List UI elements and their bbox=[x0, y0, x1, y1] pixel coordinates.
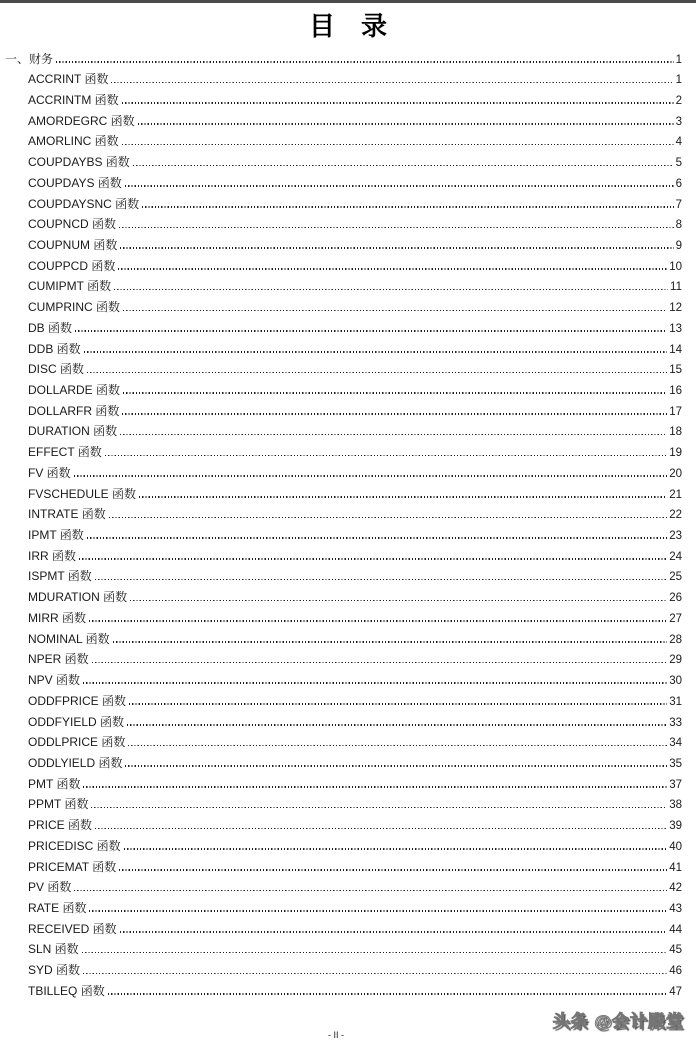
toc-entry-label: ODDLYIELD 函数 bbox=[28, 755, 123, 770]
toc-entry-page-number: 18 bbox=[669, 426, 682, 439]
toc-entry bbox=[5, 857, 682, 878]
toc-entry bbox=[5, 69, 682, 90]
toc-entry-label: ODDFYIELD 函数 bbox=[28, 714, 125, 729]
dot-leader bbox=[123, 310, 667, 312]
toc-entry bbox=[5, 442, 682, 463]
toc-entry-page-number: 4 bbox=[675, 136, 682, 149]
toc-entry bbox=[5, 152, 682, 173]
watermark-toutiao: 头条 @会计殿堂 bbox=[552, 1012, 684, 1031]
toc-entry-label: 一、财务 bbox=[5, 51, 54, 66]
toc-entry-page-number: 46 bbox=[669, 965, 682, 978]
toc-entry-page-number: 34 bbox=[669, 737, 682, 750]
dot-leader bbox=[83, 973, 667, 975]
toc-entry-page-number: 12 bbox=[669, 302, 682, 315]
dot-leader bbox=[89, 620, 667, 622]
toc-entry-label: COUPNCD 函数 bbox=[28, 217, 117, 232]
toc-entry-label: SLN 函数 bbox=[28, 942, 79, 957]
dot-leader bbox=[74, 475, 668, 477]
toc-entry-page-number: 47 bbox=[669, 985, 682, 998]
toc-entry-label: IRR 函数 bbox=[28, 548, 77, 563]
toc-entry bbox=[5, 401, 682, 422]
toc-entry-label: DISC 函数 bbox=[28, 362, 85, 377]
dot-leader bbox=[124, 848, 668, 850]
toc-entry-label: RATE 函数 bbox=[28, 900, 87, 915]
toc-entry-label: DOLLARDE 函数 bbox=[28, 383, 121, 397]
dot-leader bbox=[75, 330, 667, 332]
dot-leader bbox=[89, 910, 667, 912]
toc-entry-label: ACCRINT 函数 bbox=[28, 72, 109, 87]
toc-entry bbox=[5, 732, 682, 753]
toc-entry-page-number: 35 bbox=[669, 757, 682, 770]
dot-leader bbox=[91, 807, 667, 809]
toc-entry-page-number: 25 bbox=[669, 571, 682, 584]
toc-entry-page-number: 21 bbox=[669, 488, 682, 501]
toc-entry-page-number: 31 bbox=[669, 695, 682, 708]
toc-entry-page-number: 44 bbox=[669, 923, 682, 936]
toc-entry-page-number: 39 bbox=[669, 820, 682, 833]
dot-leader bbox=[133, 165, 674, 167]
toc-entry-page-number: 11 bbox=[670, 281, 682, 294]
toc-entry-label: PPMT 函数 bbox=[28, 797, 89, 812]
toc-entry-label: COUPNUM 函数 bbox=[28, 237, 118, 252]
toc-entry-label: NPV 函数 bbox=[28, 673, 81, 688]
toc-entry-page-number: 19 bbox=[669, 447, 682, 460]
toc-entry-page-number: 29 bbox=[669, 654, 682, 667]
toc-entry-page-number: 7 bbox=[675, 198, 682, 211]
toc-entry bbox=[5, 608, 682, 629]
toc-entry-label: MDURATION 函数 bbox=[28, 590, 128, 605]
toc-entry-label: COUPDAYSNC 函数 bbox=[28, 196, 140, 211]
toc-entry bbox=[5, 421, 682, 442]
toc-entry bbox=[5, 194, 682, 215]
toc-entry bbox=[5, 173, 682, 194]
toc-entry-label: ACCRINTM 函数 bbox=[28, 92, 119, 107]
toc-entry-label: AMORDEGRC 函数 bbox=[28, 113, 135, 128]
page-title: 目 录 bbox=[308, 11, 387, 41]
toc-entry-label: FVSCHEDULE 函数 bbox=[28, 486, 137, 501]
dot-leader bbox=[119, 869, 667, 871]
toc-entry bbox=[5, 960, 682, 981]
dot-leader bbox=[95, 828, 667, 830]
toc-entry-page-number: 16 bbox=[669, 385, 682, 397]
toc-entry bbox=[5, 276, 682, 297]
toc-entry-label: MIRR 函数 bbox=[28, 610, 86, 625]
toc-entry-page-number: 37 bbox=[669, 778, 682, 791]
toc-entry bbox=[5, 794, 682, 815]
footer-page-number: - II - bbox=[328, 1030, 344, 1040]
dot-leader bbox=[95, 579, 667, 581]
dot-leader bbox=[92, 662, 668, 664]
toc-entry-page-number: 33 bbox=[669, 716, 682, 729]
toc-entry bbox=[5, 297, 682, 318]
toc-entry bbox=[5, 111, 682, 132]
toc-entry-page-number: 42 bbox=[669, 882, 682, 895]
toc-entry-page-number: 1 bbox=[675, 53, 682, 66]
top-rule-divider bbox=[0, 0, 696, 3]
toc-entry-label: ODDFPRICE 函数 bbox=[28, 693, 127, 708]
dot-leader bbox=[142, 206, 673, 208]
toc-entry-label: NOMINAL 函数 bbox=[28, 631, 110, 646]
dot-leader bbox=[138, 123, 674, 125]
toc-list bbox=[0, 49, 696, 1002]
toc-entry-page-number: 23 bbox=[669, 530, 682, 543]
toc-entry-label: INTRATE 函数 bbox=[28, 507, 106, 522]
dot-leader bbox=[108, 993, 668, 995]
toc-entry-label: PRICEMAT 函数 bbox=[28, 859, 117, 874]
toc-entry-page-number: 22 bbox=[669, 509, 682, 522]
toc-entry-label: NPER 函数 bbox=[28, 652, 89, 667]
toc-entry bbox=[5, 815, 682, 836]
toc-entry-page-number: 45 bbox=[669, 944, 682, 957]
dot-leader bbox=[109, 517, 667, 519]
dot-leader bbox=[84, 351, 668, 353]
dot-leader bbox=[82, 952, 668, 954]
toc-entry-label: AMORLINC 函数 bbox=[28, 134, 119, 149]
toc-entry-label: IPMT 函数 bbox=[28, 528, 84, 543]
toc-entry-page-number: 24 bbox=[669, 550, 682, 563]
toc-entry-label: SYD 函数 bbox=[28, 963, 81, 978]
toc-entry bbox=[5, 318, 682, 339]
toc-entry-page-number: 6 bbox=[675, 177, 682, 190]
dot-leader bbox=[127, 724, 667, 726]
dot-leader bbox=[129, 703, 667, 705]
toc-entry-label: PMT 函数 bbox=[28, 776, 81, 791]
dot-leader bbox=[139, 496, 667, 498]
toc-entry bbox=[5, 939, 682, 960]
dot-leader bbox=[120, 434, 667, 436]
toc-entry bbox=[5, 484, 682, 505]
dot-leader bbox=[122, 413, 667, 415]
toc-entry-label: DDB 函数 bbox=[28, 341, 81, 356]
toc-entry-page-number: 40 bbox=[669, 840, 682, 853]
dot-leader bbox=[114, 289, 668, 291]
toc-entry bbox=[5, 359, 682, 380]
dot-leader bbox=[120, 247, 673, 249]
toc-entry bbox=[5, 587, 682, 608]
toc-entry-label: DB 函数 bbox=[28, 320, 73, 335]
toc-entry-label: CUMIPMT 函数 bbox=[28, 279, 112, 294]
toc-entry bbox=[5, 90, 682, 111]
dot-leader bbox=[83, 682, 667, 684]
dot-leader bbox=[56, 61, 674, 63]
toc-entry bbox=[5, 836, 682, 857]
toc-entry bbox=[5, 463, 682, 484]
toc-entry bbox=[5, 919, 682, 940]
toc-entry bbox=[5, 691, 682, 712]
dot-leader bbox=[125, 185, 674, 187]
toc-entry-page-number: 13 bbox=[669, 322, 682, 335]
toc-entry-page-number: 14 bbox=[669, 343, 682, 356]
toc-entry bbox=[5, 131, 682, 152]
toc-entry bbox=[5, 256, 682, 277]
toc-entry bbox=[5, 981, 682, 1002]
dot-leader bbox=[105, 455, 667, 457]
dot-leader bbox=[125, 765, 667, 767]
toc-entry-page-number: 41 bbox=[669, 861, 682, 874]
toc-entry-page-number: 5 bbox=[675, 157, 682, 170]
toc-entry-label: CUMPRINC 函数 bbox=[28, 300, 120, 315]
toc-entry bbox=[5, 670, 682, 691]
dot-leader bbox=[87, 537, 667, 539]
toc-entry-label: RECEIVED 函数 bbox=[28, 921, 117, 936]
dot-leader bbox=[74, 890, 667, 892]
toc-entry-label: COUPDAYBS 函数 bbox=[28, 155, 130, 170]
toc-entry-label: TBILLEQ 函数 bbox=[28, 983, 105, 998]
dot-leader bbox=[130, 600, 667, 602]
toc-entry-page-number: 30 bbox=[669, 675, 682, 688]
toc-entry bbox=[5, 649, 682, 670]
dot-leader bbox=[119, 227, 674, 229]
toc-entry-page-number: 10 bbox=[669, 260, 682, 273]
toc-entry-page-number: 26 bbox=[669, 592, 682, 605]
toc-entry-page-number: 17 bbox=[669, 405, 682, 418]
dot-leader bbox=[120, 931, 668, 933]
toc-entry-page-number: 43 bbox=[669, 902, 682, 915]
toc-entry bbox=[5, 525, 682, 546]
toc-entry-page-number: 1 bbox=[675, 74, 682, 87]
toc-entry-label: PV 函数 bbox=[28, 880, 72, 895]
toc-entry-label: PRICEDISC 函数 bbox=[28, 838, 121, 853]
toc-entry bbox=[5, 753, 682, 774]
toc-entry bbox=[5, 566, 682, 587]
dot-leader bbox=[123, 392, 667, 394]
toc-entry-page-number: 3 bbox=[675, 115, 682, 128]
toc-entry bbox=[5, 235, 682, 256]
toc-entry bbox=[5, 898, 682, 919]
toc-entry bbox=[5, 546, 682, 567]
toc-entry-label: DURATION 函数 bbox=[28, 424, 118, 439]
dot-leader bbox=[122, 102, 674, 104]
toc-entry-page-number: 15 bbox=[669, 364, 682, 377]
toc-entry-label: COUPDAYS 函数 bbox=[28, 175, 122, 190]
dot-leader bbox=[111, 82, 673, 84]
toc-entry-page-number: 9 bbox=[675, 239, 682, 252]
toc-entry bbox=[5, 629, 682, 650]
toc-entry bbox=[5, 339, 682, 360]
toc-entry bbox=[5, 774, 682, 795]
toc-entry-label: ODDLPRICE 函数 bbox=[28, 735, 126, 750]
toc-entry-label: ISPMT 函数 bbox=[28, 569, 92, 584]
dot-leader bbox=[87, 372, 667, 374]
toc-entry-label: COUPPCD 函数 bbox=[28, 258, 116, 273]
toc-entry bbox=[5, 380, 682, 401]
dot-leader bbox=[128, 745, 667, 747]
toc-entry-label: DOLLARFR 函数 bbox=[28, 403, 120, 418]
toc-entry bbox=[5, 712, 682, 733]
dot-leader bbox=[113, 641, 668, 643]
dot-leader bbox=[118, 268, 667, 270]
toc-entry-page-number: 28 bbox=[669, 633, 682, 646]
toc-entry bbox=[5, 49, 682, 70]
toc-entry bbox=[5, 504, 682, 525]
toc-entry bbox=[5, 214, 682, 235]
toc-entry-label: FV 函数 bbox=[28, 465, 71, 480]
dot-leader bbox=[83, 786, 667, 788]
toc-entry-label: EFFECT 函数 bbox=[28, 445, 102, 460]
toc-entry-page-number: 2 bbox=[675, 94, 682, 107]
toc-entry-label: PRICE 函数 bbox=[28, 818, 93, 833]
toc-entry-page-number: 27 bbox=[669, 612, 682, 625]
toc-entry-page-number: 38 bbox=[669, 799, 682, 812]
toc-entry-page-number: 20 bbox=[669, 467, 682, 480]
toc-entry bbox=[5, 877, 682, 898]
toc-entry-page-number: 8 bbox=[675, 219, 682, 232]
dot-leader bbox=[122, 144, 674, 146]
dot-leader bbox=[79, 558, 667, 560]
